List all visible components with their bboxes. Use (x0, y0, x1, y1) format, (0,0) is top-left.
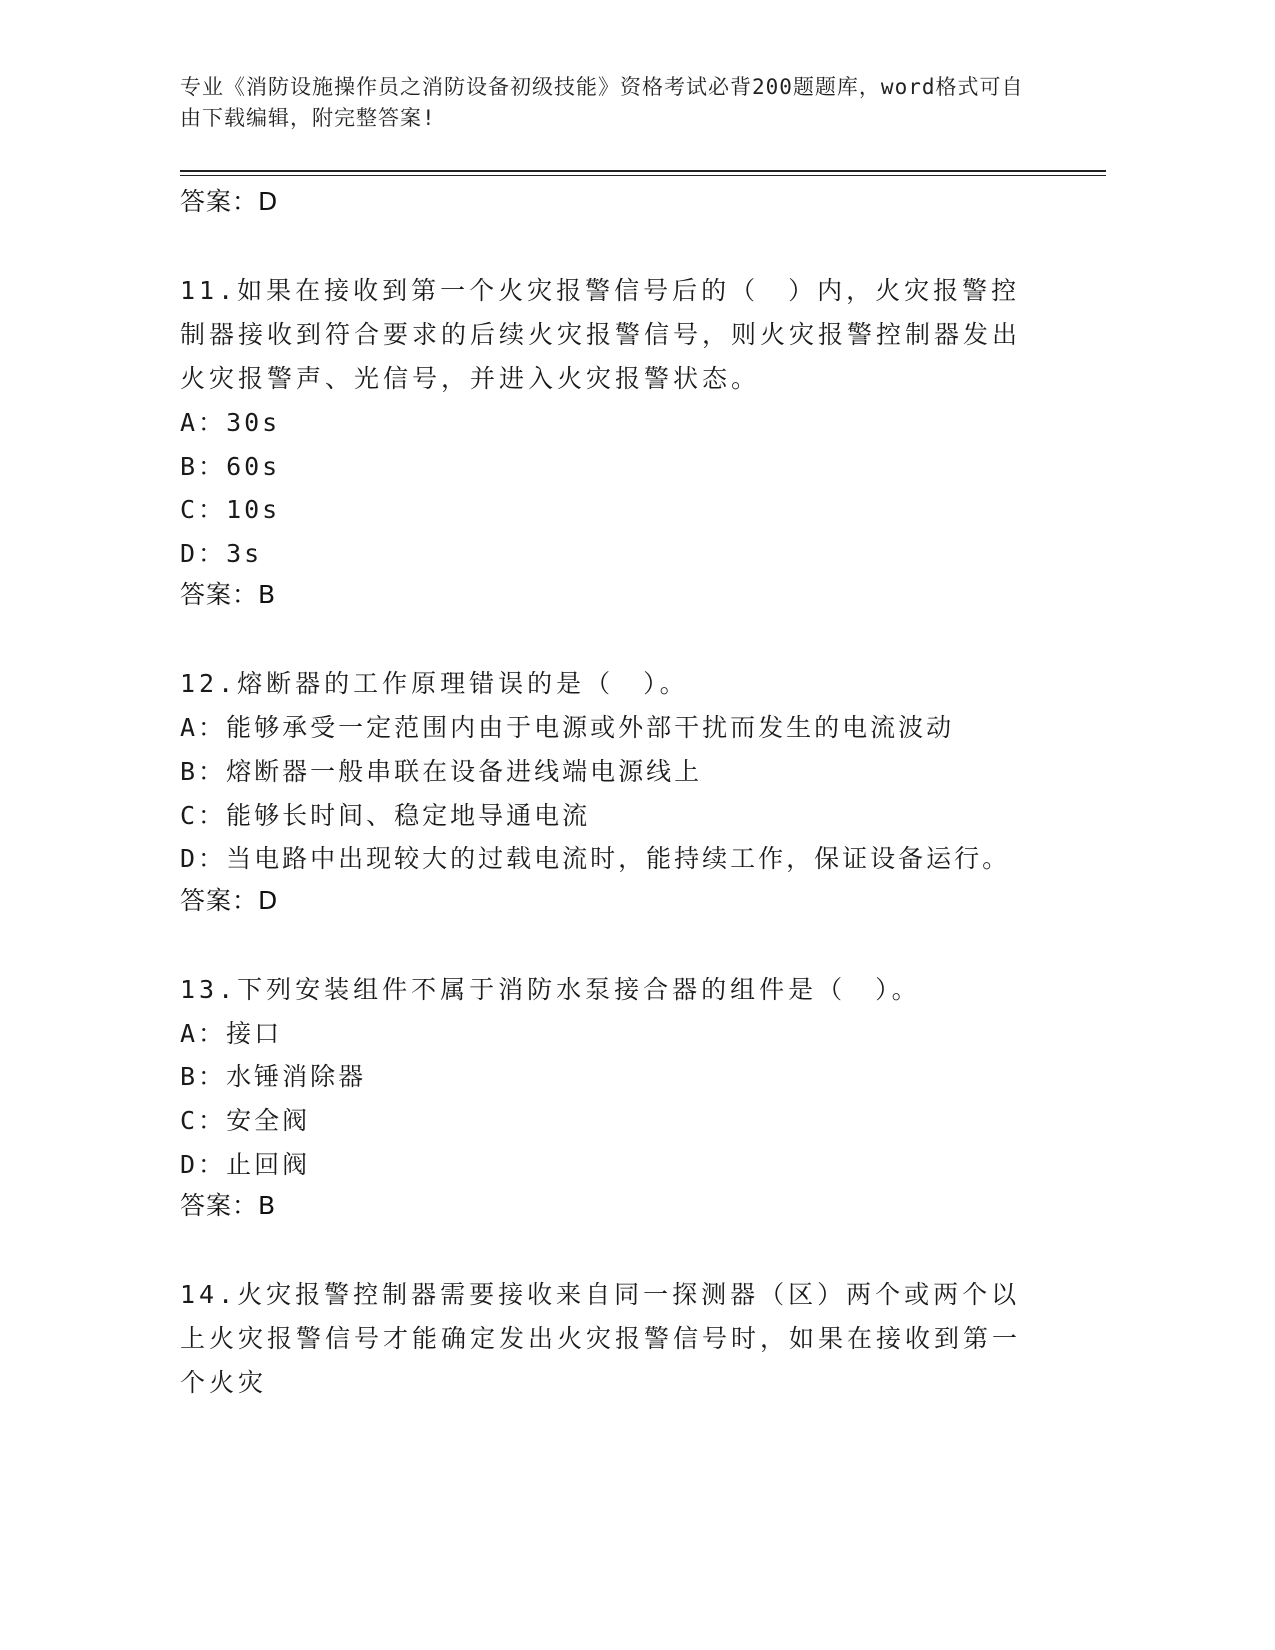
header-rule (180, 170, 1106, 172)
option-letter: A： (180, 1018, 227, 1048)
option-text: 当电路中出现较大的过载电流时，能持续工作，保证设备运行。 (226, 844, 1011, 874)
option-letter: D： (180, 538, 227, 568)
option-text: 止回阀 (226, 1149, 311, 1179)
option-b (180, 750, 1040, 794)
option-c (180, 488, 1040, 532)
option-b (180, 1055, 1040, 1099)
option-text: 水锤消除器 (226, 1062, 367, 1092)
question-text: 12.熔断器的工作原理错误的是（ ）。 (180, 669, 689, 699)
answer-line: 答案：B (180, 1191, 277, 1221)
question-block (180, 968, 1040, 1226)
option-letter: B： (180, 1062, 227, 1092)
option-letter: B： (180, 756, 227, 786)
answer-line: 答案：D (180, 885, 279, 915)
option-letter: D： (180, 1149, 227, 1179)
option-a (180, 1012, 1040, 1056)
option-text: 接口 (226, 1018, 283, 1048)
option-text: 安全阀 (226, 1105, 311, 1135)
option-letter: C： (180, 800, 227, 830)
option-text: 3s (226, 538, 263, 568)
option-d (180, 1143, 1040, 1187)
option-d (180, 532, 1040, 576)
option-c (180, 1099, 1040, 1143)
question-text: 11.如果在接收到第一个火灾报警信号后的（ ）内，火灾报警控制器接收到符合要求的后续火灾报警信号，则火灾报警控制器发出火灾报警声、光信号，并进入火灾报警状态。 (180, 276, 1022, 393)
option-letter: A： (180, 713, 227, 743)
option-c (180, 794, 1040, 838)
answer-line: 答案：B (180, 580, 277, 610)
question-list (180, 182, 1040, 1405)
question-block (180, 662, 1040, 920)
answer-line: 答案：D (180, 187, 279, 216)
option-text: 能够长时间、稳定地导通电流 (226, 800, 591, 830)
question-block (180, 269, 1040, 615)
option-text: 10s (226, 495, 281, 525)
question-text: 13.下列安装组件不属于消防水泵接合器的组件是（ ）。 (180, 974, 921, 1004)
option-text: 30s (226, 408, 281, 437)
option-letter: C： (180, 495, 227, 525)
option-text: 60s (226, 451, 281, 481)
option-letter: D： (180, 844, 227, 874)
option-letter: B： (180, 451, 227, 481)
page-header: 专业《消防设施操作员之消防设备初级技能》资格考试必背200题题库，word格式可自由下载编辑，附完整答案! (180, 75, 1024, 130)
option-a (180, 401, 1040, 445)
option-a (180, 706, 1040, 750)
header-rule-thin (180, 175, 1106, 176)
option-letter: C： (180, 1105, 227, 1135)
question-text: 14.火灾报警控制器需要接收来自同一探测器（区）两个或两个以上火灾报警信号才能确定发出火灾报警信号时，如果在接收到第一个火灾 (180, 1280, 1022, 1398)
option-text: 熔断器一般串联在设备进线端电源线上 (226, 756, 703, 786)
option-d (180, 837, 1040, 881)
option-letter: A： (180, 408, 227, 437)
option-text: 能够承受一定范围内由于电源或外部干扰而发生的电流波动 (226, 713, 955, 743)
question-block (180, 1273, 1040, 1405)
option-b (180, 445, 1040, 489)
